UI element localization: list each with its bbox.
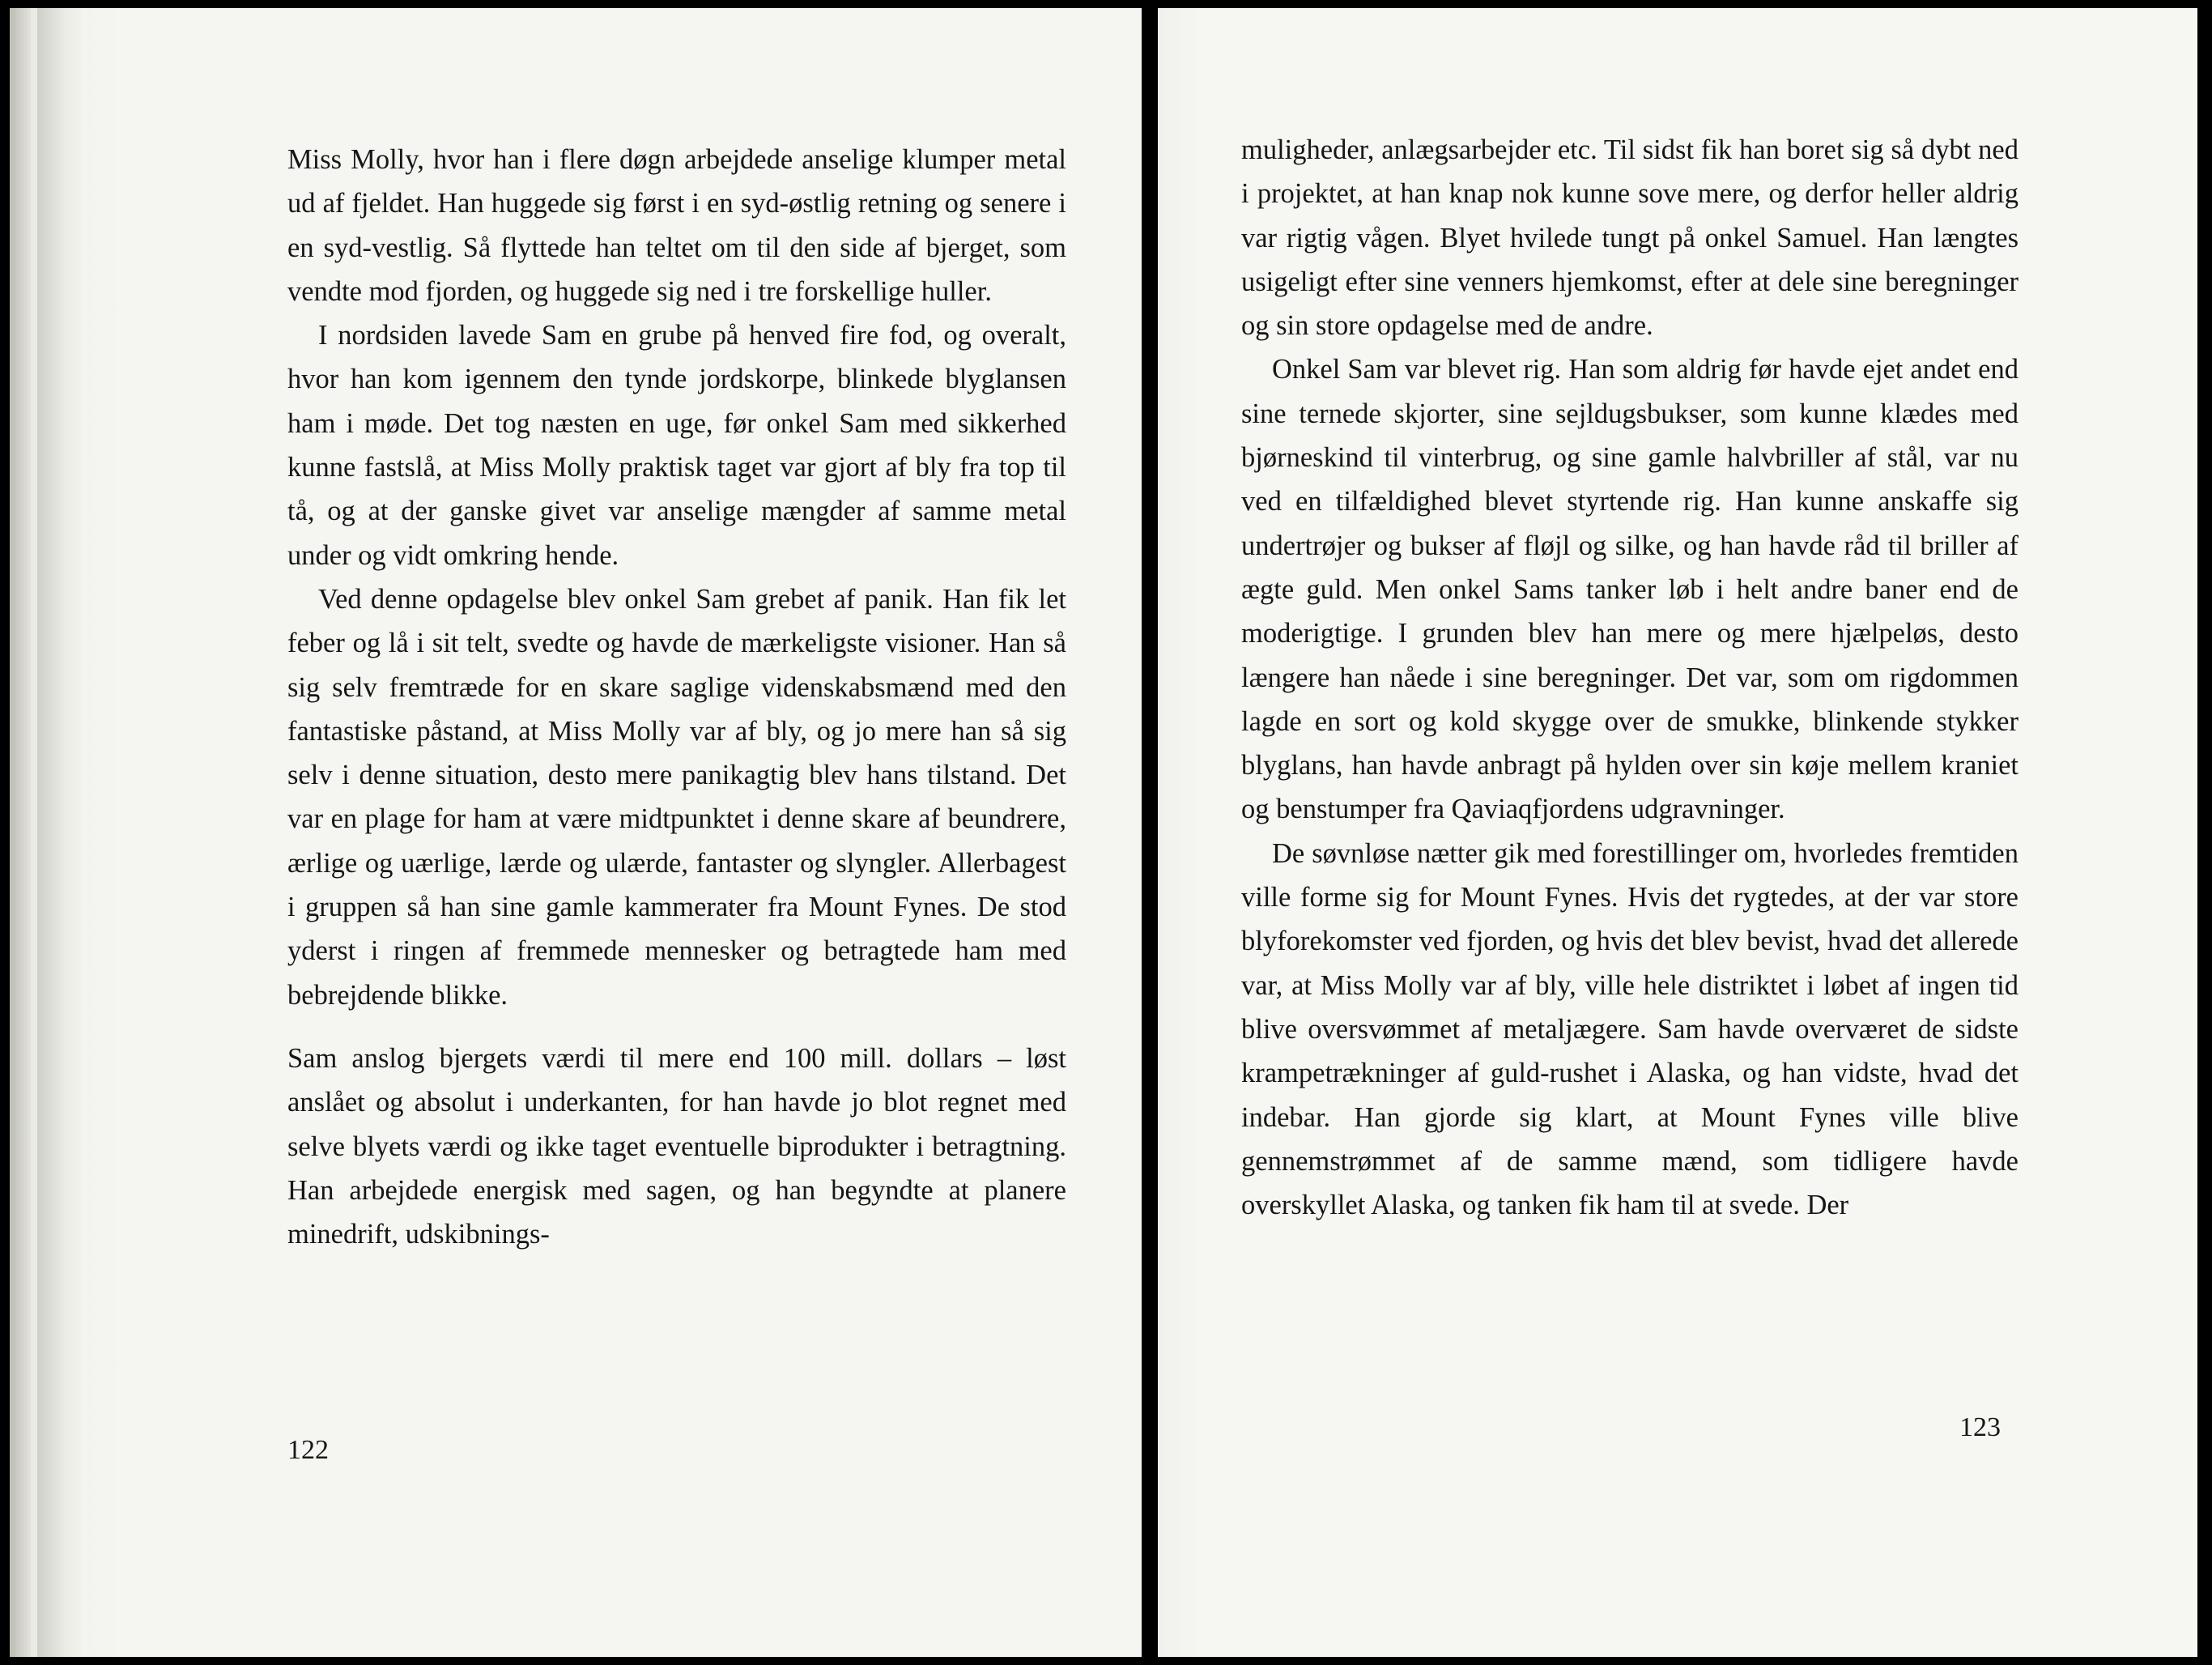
left-page xyxy=(10,8,1142,1657)
spine-shadow xyxy=(10,8,31,1657)
paragraph: Ved denne opdagelse blev onkel Sam grebet af panik. Han fik let feber og lå i sit telt, svedte og havde de mærkeligste visioner. Han så sig selv fremtræde for en skare saglige videnskabsmænd med den fantastiske påstand, at Miss Molly var af bly, og jo mere han så sig selv i denne situation, desto mere panikagtig blev hans tilstand. Det var en plage for ham at være midtpunktet i denne skare af beundrere, ærlige og uærlige, lærde og ulærde, fantaster og slyngler. Allerbagest i gruppen så han sine gamle kammerater fra Mount Fynes. De stod yderst i ringen af fremmede mennesker og betragtede ham med bebrejdende blikke. xyxy=(287,583,1066,1011)
left-page-text xyxy=(287,138,1066,1256)
page-number: 122 xyxy=(287,1435,329,1465)
page-number: 123 xyxy=(1959,1412,2001,1442)
page-edge-strip xyxy=(37,8,84,1657)
paragraph: I nordsiden lavede Sam en grube på henved fire fod, og overalt, hvor han kom igennem den tynde jordskorpe, blinkede blyglansen ham i møde. Det tog næsten en uge, før onkel Sam med sikkerhed kunne fastslå, at Miss Molly praktisk taget var gjort af bly fra top til tå, og at der ganske givet var anselige mængder af samme metal under og vidt omkring hende. xyxy=(287,320,1066,571)
right-page xyxy=(1158,8,2197,1657)
right-page-text xyxy=(1241,128,2018,1227)
paragraph: muligheder, anlægsarbejder etc. Til sidst fik han boret sig så dybt ned i projektet, at han knap nok kunne sove mere, og derfor heller aldrig var rigtig vågen. Blyet hvilede tungt på onkel Samuel. Han længtes usigeligt efter sine venners hjemkomst, efter at dele sine beregninger og sin store opdagelse med de andre. xyxy=(1241,134,2018,342)
paragraph: Miss Molly, hvor han i flere døgn arbejdede anselige klumper metal ud af fjeldet. Han huggede sig først i en syd-østlig retning og senere i en syd-vestlig. Så flyttede han teltet om til den side af bjerget, som vendte mod fjorden, og huggede sig ned i tre forskellige huller. xyxy=(287,144,1066,307)
paragraph: Onkel Sam var blevet rig. Han som aldrig før havde ejet andet end sine ternede skjorter, sine sejldugsbukser, som kunne klædes med bjørneskind til vinterbrug, og sine gamle halvbriller af stål, var nu ved en tilfældighed blevet styrtende rig. Han kunne anskaffe sig undertrøjer og bukser af fløjl og silke, og han havde råd til briller af ægte guld. Men onkel Sams tanker løb i helt andre baner end de moderigtige. I grunden blev han mere og mere hjælpeløs, desto længere han nåede i sine beregninger. Det var, som om rigdommen lagde en sort og kold skygge over de smukke, blinkende stykker blyglans, han havde anbragt på hylden over sin køje mellem kraniet og benstumper fra Qaviaqfjordens udgravninger. xyxy=(1241,354,2018,825)
paragraph: De søvnløse nætter gik med forestillinger om, hvorledes fremtiden ville forme sig for Mount Fynes. Hvis det rygtedes, at der var store blyforekomster ved fjorden, og hvis det blev bevist, hvad det allerede var, at Miss Molly var af bly, ville hele distriktet i løbet af ingen tid blive oversvømmet af metaljægere. Sam havde overværet de sidste krampetrækninger af guld-rushet i Alaska, og han vidste, hvad det indebar. Han gjorde sig klart, at Mount Fynes ville blive gennemstrømmet af de samme mænd, som tidligere havde overskyllet Alaska, og tanken fik ham til at svede. Der xyxy=(1241,837,2018,1221)
paragraph: Sam anslog bjergets værdi til mere end 100 mill. dollars – løst anslået og absolut i underkanten, for han havde jo blot regnet med selve blyets værdi og ikke taget eventuelle biprodukter i betragtning. Han arbejdede energisk med sagen, og han begyndte at planere minedrift, udskibnings- xyxy=(287,1042,1066,1250)
